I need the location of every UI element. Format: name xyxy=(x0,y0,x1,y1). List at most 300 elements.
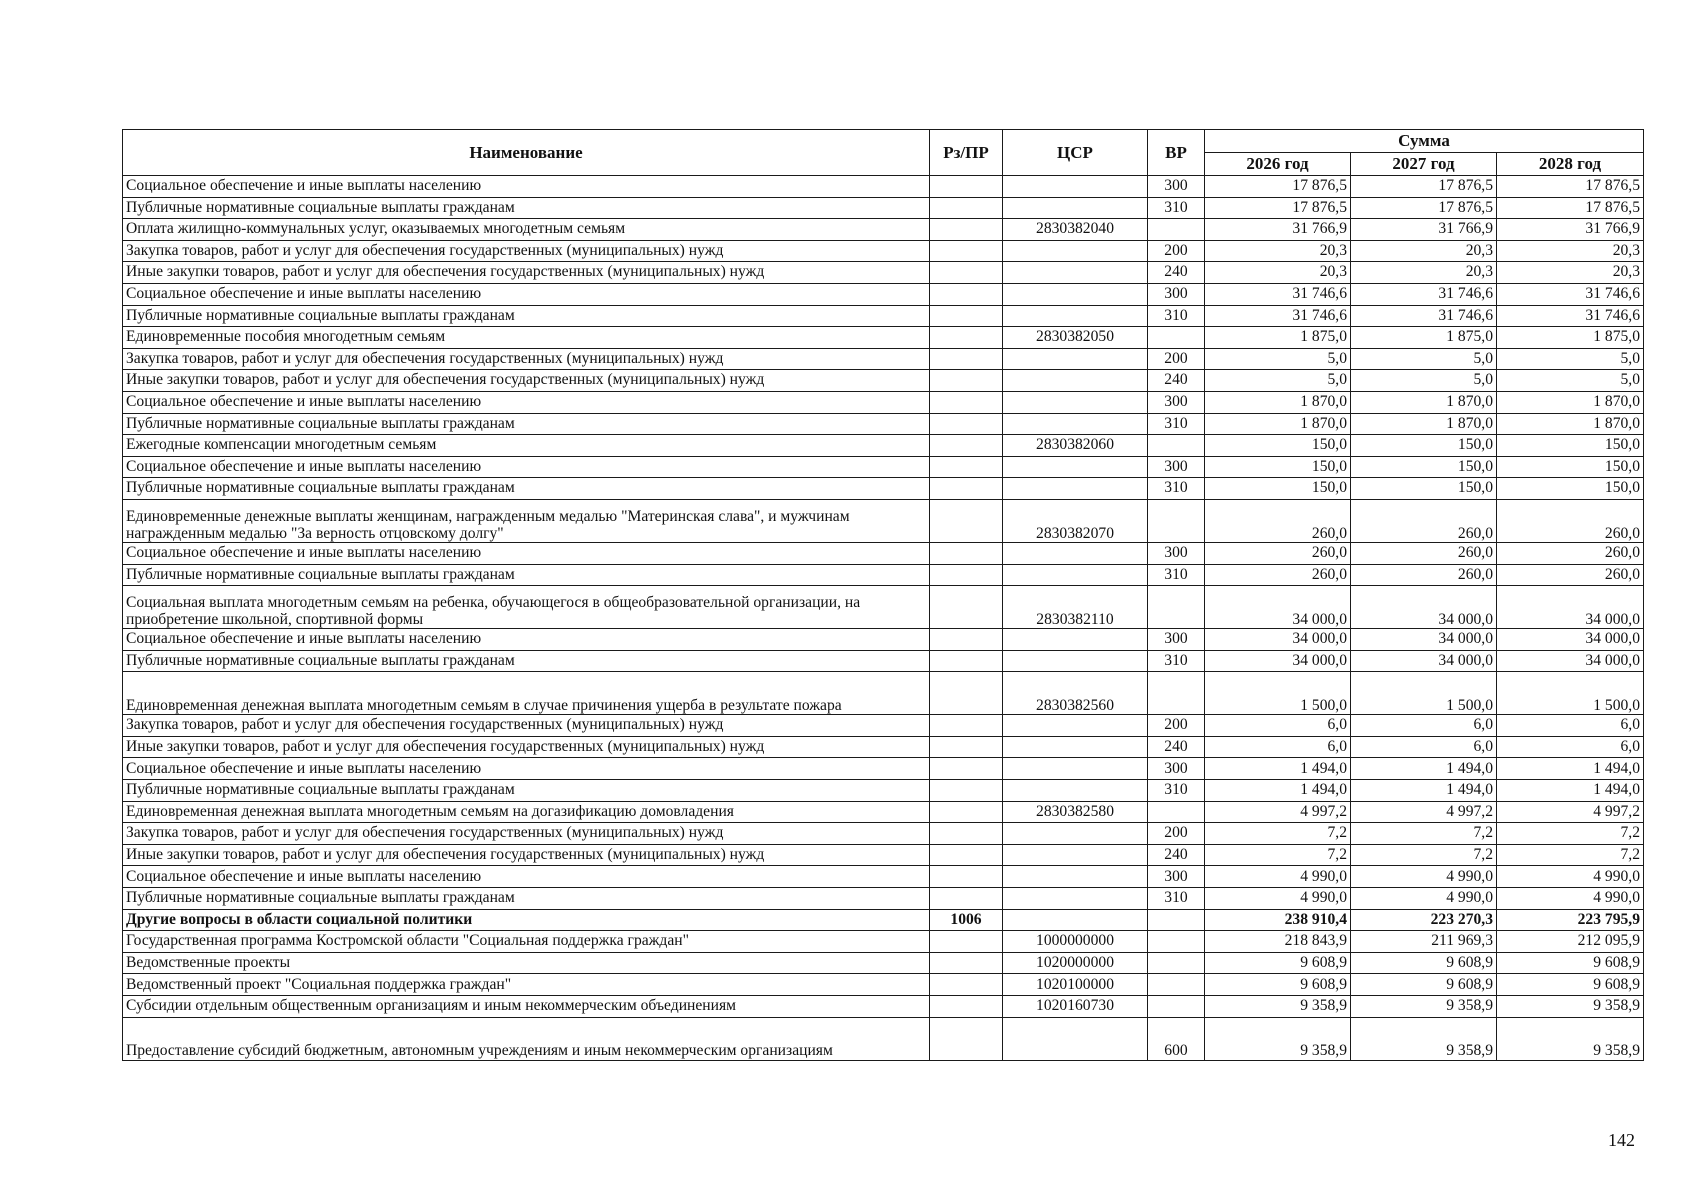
row-sum-2027: 17 876,5 xyxy=(1351,176,1497,198)
row-sum-2026: 1 494,0 xyxy=(1205,780,1351,802)
row-name: Закупка товаров, работ и услуг для обеспечения государственных (муниципальных) нужд xyxy=(123,823,930,845)
row-sum-2027: 34 000,0 xyxy=(1351,586,1497,629)
row-sum-2026: 20,3 xyxy=(1205,262,1351,284)
table-row xyxy=(123,542,1644,564)
table-row xyxy=(123,801,1644,823)
header-name: Наименование xyxy=(123,130,930,176)
row-name: Социальное обеспечение и иные выплаты населению xyxy=(123,283,930,305)
row-name: Закупка товаров, работ и услуг для обеспечения государственных (муниципальных) нужд xyxy=(123,348,930,370)
row-rzpr xyxy=(930,542,1003,564)
row-sum-2026: 260,0 xyxy=(1205,564,1351,586)
row-rzpr xyxy=(930,801,1003,823)
header-year-2027: 2027 год xyxy=(1351,153,1497,176)
row-sum-2028: 34 000,0 xyxy=(1497,629,1644,651)
row-sum-2028: 7,2 xyxy=(1497,844,1644,866)
row-rzpr xyxy=(930,219,1003,241)
table-row xyxy=(123,866,1644,888)
row-sum-2028: 212 095,9 xyxy=(1497,931,1644,953)
row-vr: 310 xyxy=(1148,780,1205,802)
row-csr: 1000000000 xyxy=(1003,931,1148,953)
table-row xyxy=(123,564,1644,586)
row-sum-2027: 9 358,9 xyxy=(1351,1017,1497,1060)
row-vr: 300 xyxy=(1148,391,1205,413)
row-csr xyxy=(1003,370,1148,392)
row-sum-2026: 150,0 xyxy=(1205,435,1351,457)
row-csr: 2830382050 xyxy=(1003,327,1148,349)
row-sum-2027: 260,0 xyxy=(1351,564,1497,586)
row-csr xyxy=(1003,823,1148,845)
row-sum-2026: 1 870,0 xyxy=(1205,391,1351,413)
row-sum-2028: 17 876,5 xyxy=(1497,197,1644,219)
row-csr xyxy=(1003,176,1148,198)
table-row xyxy=(123,931,1644,953)
table-row xyxy=(123,844,1644,866)
row-sum-2027: 20,3 xyxy=(1351,240,1497,262)
row-csr xyxy=(1003,305,1148,327)
row-sum-2026: 31 746,6 xyxy=(1205,283,1351,305)
row-sum-2028: 4 997,2 xyxy=(1497,801,1644,823)
row-sum-2028: 260,0 xyxy=(1497,499,1644,542)
row-rzpr xyxy=(930,672,1003,715)
table-row xyxy=(123,413,1644,435)
row-name: Социальное обеспечение и иные выплаты населению xyxy=(123,866,930,888)
table-row xyxy=(123,629,1644,651)
row-sum-2027: 223 270,3 xyxy=(1351,909,1497,931)
row-name: Предоставление субсидий бюджетным, автономным учреждениям и иным некоммерческим организациям xyxy=(123,1017,930,1060)
table-body xyxy=(123,176,1644,1061)
row-rzpr xyxy=(930,974,1003,996)
row-sum-2028: 17 876,5 xyxy=(1497,176,1644,198)
row-sum-2028: 9 358,9 xyxy=(1497,1017,1644,1060)
row-name: Иные закупки товаров, работ и услуг для обеспечения государственных (муниципальных) нужд xyxy=(123,262,930,284)
row-vr: 310 xyxy=(1148,305,1205,327)
row-rzpr xyxy=(930,197,1003,219)
row-sum-2028: 6,0 xyxy=(1497,715,1644,737)
row-sum-2028: 223 795,9 xyxy=(1497,909,1644,931)
row-rzpr xyxy=(930,996,1003,1018)
row-rzpr xyxy=(930,780,1003,802)
row-sum-2028: 31 746,6 xyxy=(1497,305,1644,327)
table-row xyxy=(123,974,1644,996)
row-vr xyxy=(1148,909,1205,931)
table-row xyxy=(123,823,1644,845)
row-name: Иные закупки товаров, работ и услуг для обеспечения государственных (муниципальных) нужд xyxy=(123,370,930,392)
row-rzpr xyxy=(930,327,1003,349)
table-row xyxy=(123,456,1644,478)
row-sum-2026: 1 500,0 xyxy=(1205,672,1351,715)
row-name: Социальное обеспечение и иные выплаты населению xyxy=(123,176,930,198)
row-name: Ведомственные проекты xyxy=(123,952,930,974)
table-row xyxy=(123,736,1644,758)
row-sum-2028: 31 766,9 xyxy=(1497,219,1644,241)
row-vr: 310 xyxy=(1148,888,1205,910)
row-name: Иные закупки товаров, работ и услуг для обеспечения государственных (муниципальных) нужд xyxy=(123,844,930,866)
row-rzpr xyxy=(930,823,1003,845)
row-vr xyxy=(1148,931,1205,953)
row-sum-2026: 31 766,9 xyxy=(1205,219,1351,241)
row-name: Социальная выплата многодетным семьям на ребенка, обучающегося в общеобразовательной организации, на приобретение школьной, спортивной формы xyxy=(123,586,930,629)
row-rzpr xyxy=(930,758,1003,780)
row-name: Оплата жилищно-коммунальных услуг, оказываемых многодетным семьям xyxy=(123,219,930,241)
row-vr: 300 xyxy=(1148,283,1205,305)
row-rzpr xyxy=(930,348,1003,370)
row-sum-2027: 4 990,0 xyxy=(1351,888,1497,910)
row-vr: 200 xyxy=(1148,823,1205,845)
row-sum-2027: 31 746,6 xyxy=(1351,283,1497,305)
table-row xyxy=(123,176,1644,198)
row-sum-2026: 17 876,5 xyxy=(1205,176,1351,198)
row-name: Публичные нормативные социальные выплаты гражданам xyxy=(123,564,930,586)
row-name: Публичные нормативные социальные выплаты гражданам xyxy=(123,413,930,435)
row-sum-2026: 4 997,2 xyxy=(1205,801,1351,823)
row-rzpr xyxy=(930,240,1003,262)
table-row xyxy=(123,283,1644,305)
row-sum-2027: 6,0 xyxy=(1351,736,1497,758)
row-sum-2028: 20,3 xyxy=(1497,262,1644,284)
table-row xyxy=(123,650,1644,672)
row-sum-2027: 150,0 xyxy=(1351,456,1497,478)
row-sum-2027: 17 876,5 xyxy=(1351,197,1497,219)
row-rzpr xyxy=(930,413,1003,435)
row-sum-2028: 1 494,0 xyxy=(1497,780,1644,802)
row-sum-2027: 1 494,0 xyxy=(1351,780,1497,802)
row-vr: 240 xyxy=(1148,262,1205,284)
row-sum-2028: 1 500,0 xyxy=(1497,672,1644,715)
row-sum-2027: 4 990,0 xyxy=(1351,866,1497,888)
row-rzpr xyxy=(930,499,1003,542)
row-vr: 240 xyxy=(1148,370,1205,392)
row-csr xyxy=(1003,283,1148,305)
row-sum-2026: 150,0 xyxy=(1205,478,1351,500)
row-sum-2028: 4 990,0 xyxy=(1497,888,1644,910)
table-row xyxy=(123,996,1644,1018)
table-row xyxy=(123,219,1644,241)
row-sum-2026: 17 876,5 xyxy=(1205,197,1351,219)
row-csr xyxy=(1003,456,1148,478)
row-rzpr xyxy=(930,650,1003,672)
row-sum-2028: 31 746,6 xyxy=(1497,283,1644,305)
row-sum-2027: 34 000,0 xyxy=(1351,629,1497,651)
row-sum-2026: 1 875,0 xyxy=(1205,327,1351,349)
row-sum-2027: 1 875,0 xyxy=(1351,327,1497,349)
row-name: Публичные нормативные социальные выплаты гражданам xyxy=(123,780,930,802)
row-sum-2026: 238 910,4 xyxy=(1205,909,1351,931)
row-sum-2026: 6,0 xyxy=(1205,736,1351,758)
row-sum-2026: 9 608,9 xyxy=(1205,952,1351,974)
row-rzpr xyxy=(930,564,1003,586)
row-rzpr xyxy=(930,931,1003,953)
row-vr xyxy=(1148,435,1205,457)
row-rzpr xyxy=(930,844,1003,866)
row-csr xyxy=(1003,888,1148,910)
header-sum: Сумма xyxy=(1205,130,1644,153)
row-vr: 300 xyxy=(1148,758,1205,780)
row-rzpr xyxy=(930,736,1003,758)
row-csr xyxy=(1003,413,1148,435)
row-rzpr xyxy=(930,715,1003,737)
row-sum-2027: 1 494,0 xyxy=(1351,758,1497,780)
row-sum-2028: 1 875,0 xyxy=(1497,327,1644,349)
row-csr xyxy=(1003,478,1148,500)
row-sum-2028: 6,0 xyxy=(1497,736,1644,758)
row-csr xyxy=(1003,909,1148,931)
table-row xyxy=(123,780,1644,802)
row-vr: 300 xyxy=(1148,629,1205,651)
page-number: 142 xyxy=(1608,1130,1635,1150)
row-sum-2026: 260,0 xyxy=(1205,542,1351,564)
header-rzpr: Рз/ПР xyxy=(930,130,1003,176)
row-name: Субсидии отдельным общественным организациям и иным некоммерческим объединениям xyxy=(123,996,930,1018)
row-vr: 200 xyxy=(1148,715,1205,737)
table-row xyxy=(123,758,1644,780)
row-csr xyxy=(1003,758,1148,780)
row-csr: 2830382060 xyxy=(1003,435,1148,457)
row-sum-2028: 260,0 xyxy=(1497,542,1644,564)
row-sum-2026: 9 358,9 xyxy=(1205,996,1351,1018)
row-sum-2027: 1 870,0 xyxy=(1351,413,1497,435)
row-vr xyxy=(1148,219,1205,241)
row-csr xyxy=(1003,650,1148,672)
row-rzpr: 1006 xyxy=(930,909,1003,931)
table-row xyxy=(123,672,1644,715)
row-sum-2027: 6,0 xyxy=(1351,715,1497,737)
table-row xyxy=(123,327,1644,349)
row-csr: 2830382040 xyxy=(1003,219,1148,241)
row-name: Социальное обеспечение и иные выплаты населению xyxy=(123,456,930,478)
row-csr: 2830382560 xyxy=(1003,672,1148,715)
row-name: Закупка товаров, работ и услуг для обеспечения государственных (муниципальных) нужд xyxy=(123,240,930,262)
row-sum-2026: 34 000,0 xyxy=(1205,650,1351,672)
row-rzpr xyxy=(930,305,1003,327)
row-vr: 310 xyxy=(1148,650,1205,672)
row-csr xyxy=(1003,844,1148,866)
row-name: Социальное обеспечение и иные выплаты населению xyxy=(123,391,930,413)
header-vr: ВР xyxy=(1148,130,1205,176)
row-name: Единовременная денежная выплата многодетным семьям в случае причинения ущерба в результате пожара xyxy=(123,672,930,715)
row-rzpr xyxy=(930,456,1003,478)
table-header xyxy=(123,130,1644,176)
row-name: Иные закупки товаров, работ и услуг для обеспечения государственных (муниципальных) нужд xyxy=(123,736,930,758)
row-rzpr xyxy=(930,262,1003,284)
row-sum-2027: 1 870,0 xyxy=(1351,391,1497,413)
row-sum-2028: 9 358,9 xyxy=(1497,996,1644,1018)
table-row xyxy=(123,197,1644,219)
row-sum-2026: 9 608,9 xyxy=(1205,974,1351,996)
row-csr: 2830382070 xyxy=(1003,499,1148,542)
row-vr xyxy=(1148,801,1205,823)
row-vr: 600 xyxy=(1148,1017,1205,1060)
row-sum-2028: 7,2 xyxy=(1497,823,1644,845)
row-rzpr xyxy=(930,888,1003,910)
row-name: Публичные нормативные социальные выплаты гражданам xyxy=(123,888,930,910)
row-sum-2026: 150,0 xyxy=(1205,456,1351,478)
row-sum-2028: 20,3 xyxy=(1497,240,1644,262)
row-sum-2028: 5,0 xyxy=(1497,370,1644,392)
row-name: Единовременные денежные выплаты женщинам, награжденным медалью "Материнская слава", и мужчинам награжденным медалью "За верность отцовскому долгу" xyxy=(123,499,930,542)
row-csr xyxy=(1003,348,1148,370)
row-sum-2028: 150,0 xyxy=(1497,478,1644,500)
row-vr: 310 xyxy=(1148,478,1205,500)
row-csr xyxy=(1003,391,1148,413)
row-sum-2027: 31 766,9 xyxy=(1351,219,1497,241)
table-row xyxy=(123,391,1644,413)
row-rzpr xyxy=(930,478,1003,500)
row-vr: 300 xyxy=(1148,866,1205,888)
row-rzpr xyxy=(930,370,1003,392)
row-sum-2028: 150,0 xyxy=(1497,435,1644,457)
row-csr xyxy=(1003,736,1148,758)
row-csr: 1020000000 xyxy=(1003,952,1148,974)
row-rzpr xyxy=(930,283,1003,305)
header-year-2026: 2026 год xyxy=(1205,153,1351,176)
row-rzpr xyxy=(930,586,1003,629)
row-sum-2028: 34 000,0 xyxy=(1497,586,1644,629)
row-sum-2027: 9 358,9 xyxy=(1351,996,1497,1018)
row-sum-2027: 5,0 xyxy=(1351,348,1497,370)
table-row xyxy=(123,952,1644,974)
row-sum-2027: 20,3 xyxy=(1351,262,1497,284)
row-vr xyxy=(1148,996,1205,1018)
row-vr: 310 xyxy=(1148,197,1205,219)
table-row xyxy=(123,348,1644,370)
row-sum-2027: 150,0 xyxy=(1351,478,1497,500)
row-vr xyxy=(1148,586,1205,629)
table-row xyxy=(123,499,1644,542)
row-csr xyxy=(1003,262,1148,284)
row-sum-2028: 4 990,0 xyxy=(1497,866,1644,888)
row-name: Ежегодные компенсации многодетным семьям xyxy=(123,435,930,457)
row-sum-2027: 260,0 xyxy=(1351,499,1497,542)
row-sum-2027: 34 000,0 xyxy=(1351,650,1497,672)
row-sum-2027: 7,2 xyxy=(1351,823,1497,845)
row-name: Публичные нормативные социальные выплаты гражданам xyxy=(123,197,930,219)
row-sum-2027: 150,0 xyxy=(1351,435,1497,457)
row-sum-2028: 260,0 xyxy=(1497,564,1644,586)
row-vr xyxy=(1148,499,1205,542)
row-vr: 200 xyxy=(1148,348,1205,370)
row-csr xyxy=(1003,564,1148,586)
row-rzpr xyxy=(930,176,1003,198)
table-row xyxy=(123,909,1644,931)
table-row xyxy=(123,262,1644,284)
row-csr: 2830382110 xyxy=(1003,586,1148,629)
table-row xyxy=(123,715,1644,737)
row-name: Другие вопросы в области социальной политики xyxy=(123,909,930,931)
row-csr xyxy=(1003,1017,1148,1060)
row-sum-2027: 1 500,0 xyxy=(1351,672,1497,715)
table-row xyxy=(123,240,1644,262)
row-sum-2027: 31 746,6 xyxy=(1351,305,1497,327)
row-sum-2026: 260,0 xyxy=(1205,499,1351,542)
table-row xyxy=(123,1017,1644,1060)
row-sum-2026: 9 358,9 xyxy=(1205,1017,1351,1060)
row-sum-2027: 9 608,9 xyxy=(1351,952,1497,974)
row-name: Социальное обеспечение и иные выплаты населению xyxy=(123,758,930,780)
row-sum-2027: 5,0 xyxy=(1351,370,1497,392)
row-csr xyxy=(1003,629,1148,651)
row-name: Социальное обеспечение и иные выплаты населению xyxy=(123,542,930,564)
row-rzpr xyxy=(930,952,1003,974)
row-sum-2026: 218 843,9 xyxy=(1205,931,1351,953)
row-sum-2028: 9 608,9 xyxy=(1497,974,1644,996)
row-vr: 200 xyxy=(1148,240,1205,262)
row-sum-2028: 9 608,9 xyxy=(1497,952,1644,974)
row-vr: 240 xyxy=(1148,844,1205,866)
row-rzpr xyxy=(930,629,1003,651)
row-sum-2026: 34 000,0 xyxy=(1205,586,1351,629)
row-sum-2028: 150,0 xyxy=(1497,456,1644,478)
table-row xyxy=(123,586,1644,629)
row-vr: 300 xyxy=(1148,176,1205,198)
row-sum-2027: 260,0 xyxy=(1351,542,1497,564)
row-sum-2028: 1 870,0 xyxy=(1497,413,1644,435)
row-name: Закупка товаров, работ и услуг для обеспечения государственных (муниципальных) нужд xyxy=(123,715,930,737)
row-sum-2026: 5,0 xyxy=(1205,348,1351,370)
row-name: Публичные нормативные социальные выплаты гражданам xyxy=(123,305,930,327)
row-vr xyxy=(1148,974,1205,996)
row-sum-2027: 9 608,9 xyxy=(1351,974,1497,996)
row-csr xyxy=(1003,197,1148,219)
row-vr: 300 xyxy=(1148,456,1205,478)
row-csr xyxy=(1003,240,1148,262)
row-csr: 1020160730 xyxy=(1003,996,1148,1018)
table-row xyxy=(123,478,1644,500)
budget-table xyxy=(122,129,1644,1061)
row-sum-2028: 5,0 xyxy=(1497,348,1644,370)
row-rzpr xyxy=(930,1017,1003,1060)
row-vr: 300 xyxy=(1148,542,1205,564)
row-rzpr xyxy=(930,435,1003,457)
row-rzpr xyxy=(930,866,1003,888)
row-sum-2026: 5,0 xyxy=(1205,370,1351,392)
row-vr xyxy=(1148,952,1205,974)
table-row xyxy=(123,370,1644,392)
row-name: Публичные нормативные социальные выплаты гражданам xyxy=(123,478,930,500)
row-sum-2026: 1 870,0 xyxy=(1205,413,1351,435)
row-sum-2027: 7,2 xyxy=(1351,844,1497,866)
table-row xyxy=(123,435,1644,457)
row-name: Социальное обеспечение и иные выплаты населению xyxy=(123,629,930,651)
row-sum-2026: 34 000,0 xyxy=(1205,629,1351,651)
row-name: Государственная программа Костромской области "Социальная поддержка граждан" xyxy=(123,931,930,953)
row-sum-2028: 1 494,0 xyxy=(1497,758,1644,780)
row-name: Единовременная денежная выплата многодетным семьям на догазификацию домовладения xyxy=(123,801,930,823)
row-csr xyxy=(1003,715,1148,737)
row-vr: 310 xyxy=(1148,564,1205,586)
row-sum-2027: 4 997,2 xyxy=(1351,801,1497,823)
row-csr xyxy=(1003,542,1148,564)
row-vr xyxy=(1148,672,1205,715)
row-csr: 2830382580 xyxy=(1003,801,1148,823)
row-sum-2027: 211 969,3 xyxy=(1351,931,1497,953)
row-name: Ведомственный проект "Социальная поддержка граждан" xyxy=(123,974,930,996)
row-sum-2026: 1 494,0 xyxy=(1205,758,1351,780)
row-name: Единовременные пособия многодетным семьям xyxy=(123,327,930,349)
row-rzpr xyxy=(930,391,1003,413)
row-sum-2028: 1 870,0 xyxy=(1497,391,1644,413)
row-vr xyxy=(1148,327,1205,349)
row-vr: 310 xyxy=(1148,413,1205,435)
header-csr: ЦСР xyxy=(1003,130,1148,176)
row-sum-2026: 6,0 xyxy=(1205,715,1351,737)
row-sum-2026: 7,2 xyxy=(1205,844,1351,866)
row-sum-2026: 20,3 xyxy=(1205,240,1351,262)
header-year-2028: 2028 год xyxy=(1497,153,1644,176)
row-csr xyxy=(1003,866,1148,888)
row-csr: 1020100000 xyxy=(1003,974,1148,996)
table-row xyxy=(123,888,1644,910)
row-sum-2026: 31 746,6 xyxy=(1205,305,1351,327)
